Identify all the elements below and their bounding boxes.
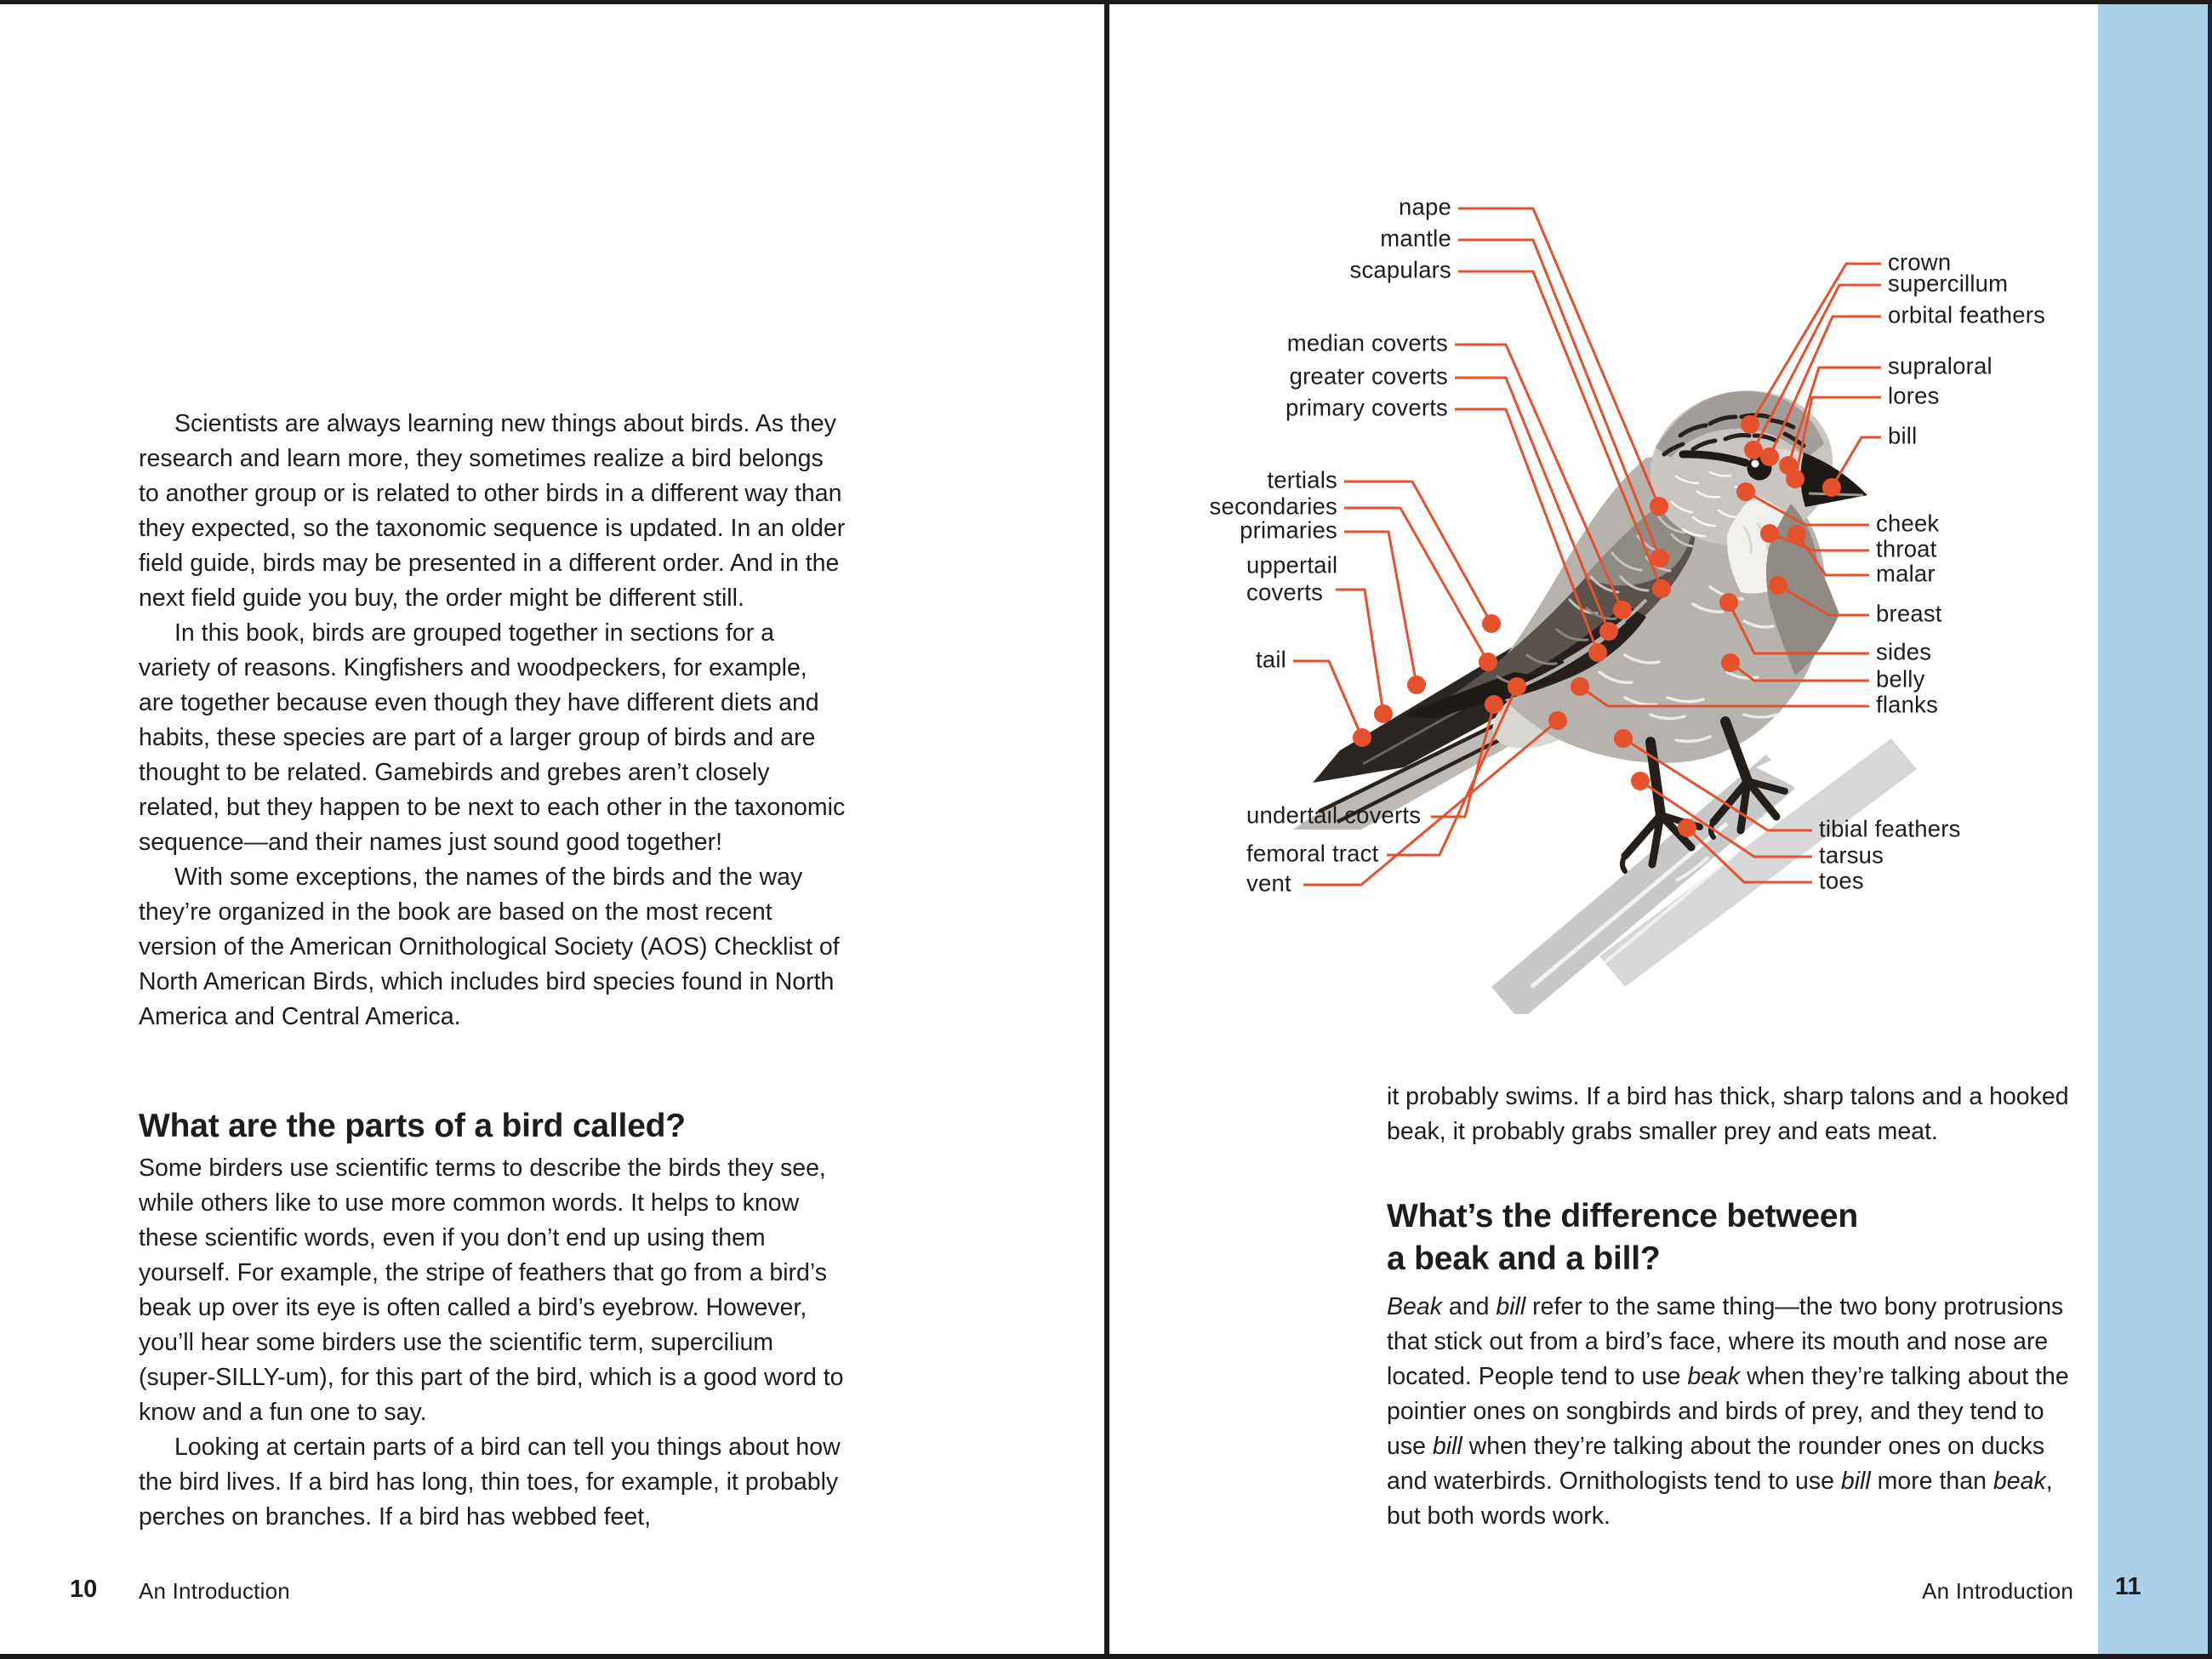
right-page-number: 11 — [2115, 1573, 2141, 1600]
diagram-label-toes: toes — [1819, 867, 1864, 894]
diagram-label-secondaries: secondaries — [1209, 493, 1337, 520]
diagram-label-nape: nape — [1399, 193, 1451, 220]
heading-line-2: a beak and a bill? — [1387, 1240, 1661, 1277]
section-heading-parts-of-a-bird — [139, 1105, 686, 1148]
diagram-label-greater-coverts: greater coverts — [1289, 362, 1448, 390]
diagram-label-mantle: mantle — [1380, 225, 1451, 252]
diagram-label-uppertail-coverts-line1: uppertail — [1246, 551, 1338, 579]
diagram-label-throat: throat — [1876, 535, 1937, 562]
paragraph: In this book, birds are grouped together in sections for a variety of reasons. Kingfishers and woodpeckers, for example, are together because even though they have different diets and habits, these species are part of a larger group of birds and are thought to be related. Gamebirds and grebes aren’t closely related, but they happen to be next to each other in the taxonomic sequence—and their names just sound good together! — [139, 619, 846, 856]
diagram-label-primary-coverts: primary coverts — [1286, 394, 1448, 421]
diagram-label-crown: crown — [1888, 248, 1952, 276]
diagram-label-femoral-tract: femoral tract — [1246, 840, 1379, 867]
diagram-label-undertail-coverts: undertail coverts — [1246, 801, 1422, 829]
diagram-label-belly: belly — [1876, 665, 1925, 693]
left-page-number: 10 — [70, 1576, 98, 1603]
paragraph: Some birders use scientific terms to describe the birds they see, while others like to use more common words. It helps to know these scientific words, even if you don’t end up using them yourself. For example, the stripe of feathers that go from a bird’s beak up over its eye is often called a bird’s eyebrow. However, you’ll hear some birders use the scientific term, supercilium (super-SILLY-um), for this part of the bird, which is a good word to know and a fun one to say. — [139, 1154, 844, 1426]
diagram-label-primaries: primaries — [1240, 516, 1337, 544]
diagram-label-supraloral: supraloral — [1888, 352, 1993, 379]
diagram-label-bill: bill — [1888, 422, 1918, 449]
paragraph: it probably swims. If a bird has thick, sharp talons and a hooked beak, it probably grabs smaller prey and eats meat. — [1387, 1083, 2069, 1145]
diagram-label-tail: tail — [1256, 646, 1286, 673]
diagram-label-tertials: tertials — [1267, 466, 1337, 493]
diagram-label-flanks: flanks — [1876, 691, 1939, 718]
diagram-label-lores: lores — [1888, 382, 1940, 409]
diagram-label-uppertail-coverts-line2: coverts — [1246, 579, 1324, 606]
eye-highlight — [1752, 460, 1759, 468]
left-text-block-2 — [139, 1151, 847, 1535]
heading-text: What are the parts of a bird called? — [139, 1108, 686, 1144]
diagram-label-supercillum: supercillum — [1888, 270, 2009, 297]
heading-line-1: What’s the difference between — [1387, 1198, 1859, 1234]
diagram-label-orbital-feathers: orbital feathers — [1888, 301, 2046, 328]
diagram-label-malar: malar — [1876, 560, 1936, 587]
paragraph-with-italics: Beak and bill refer to the same thing—the two bony protrusions that stick out from a bird’s face, where its mouth and nose are located. People tend to use beak when they’re talking about the pointier ones on songbirds and birds of prey, and they tend to use bill when they’re talking about the rounder ones on ducks and waterbirds. Ornithologists tend to use bill more than beak, but both words work. — [1387, 1293, 2069, 1530]
diagram-label-tarsus: tarsus — [1819, 841, 1884, 869]
left-text-block-1 — [139, 407, 847, 1035]
right-text-block — [1387, 1290, 2089, 1534]
diagram-label-tibial-feathers: tibial feathers — [1819, 815, 1961, 842]
paragraph: Looking at certain parts of a bird can tell you things about how the bird lives. If a bird has long, thin toes, for example, it probably perches on branches. If a bird has webbed feet, — [139, 1434, 841, 1531]
right-continuation-paragraph — [1387, 1080, 2089, 1149]
diagram-label-breast: breast — [1876, 600, 1942, 627]
diagram-label-scapulars: scapulars — [1349, 256, 1451, 283]
diagram-label-median-coverts: median coverts — [1286, 329, 1448, 356]
right-edge-rule — [2208, 0, 2212, 1659]
section-heading-beak-vs-bill — [1387, 1195, 1858, 1280]
diagram-label-vent: vent — [1246, 869, 1291, 897]
spine-rule — [1104, 0, 1109, 1659]
paragraph: With some exceptions, the names of the birds and the way they’re organized in the book are based on the most recent version of the American Ornithological Society (AOS) Checklist of North American Birds, which includes bird species found in North America and Central America. — [139, 864, 840, 1030]
diagram-label-sides: sides — [1876, 638, 1932, 665]
right-edge-color-stripe — [2098, 0, 2212, 1659]
bird-anatomy-diagram — [1149, 111, 2095, 1014]
paragraph: Scientists are always learning new things about birds. As they research and learn more, they sometimes realize a bird belongs to another group or is related to other birds in a different way than they expected, so the taxonomic sequence is updated. In an older field guide, birds may be presented in a different order. And in the next field guide you buy, the order might be different still. — [139, 410, 846, 612]
diagram-label-cheek: cheek — [1876, 510, 1940, 537]
left-footer-section: An Introduction — [139, 1578, 290, 1604]
right-footer-section: An Introduction — [1922, 1578, 2073, 1604]
